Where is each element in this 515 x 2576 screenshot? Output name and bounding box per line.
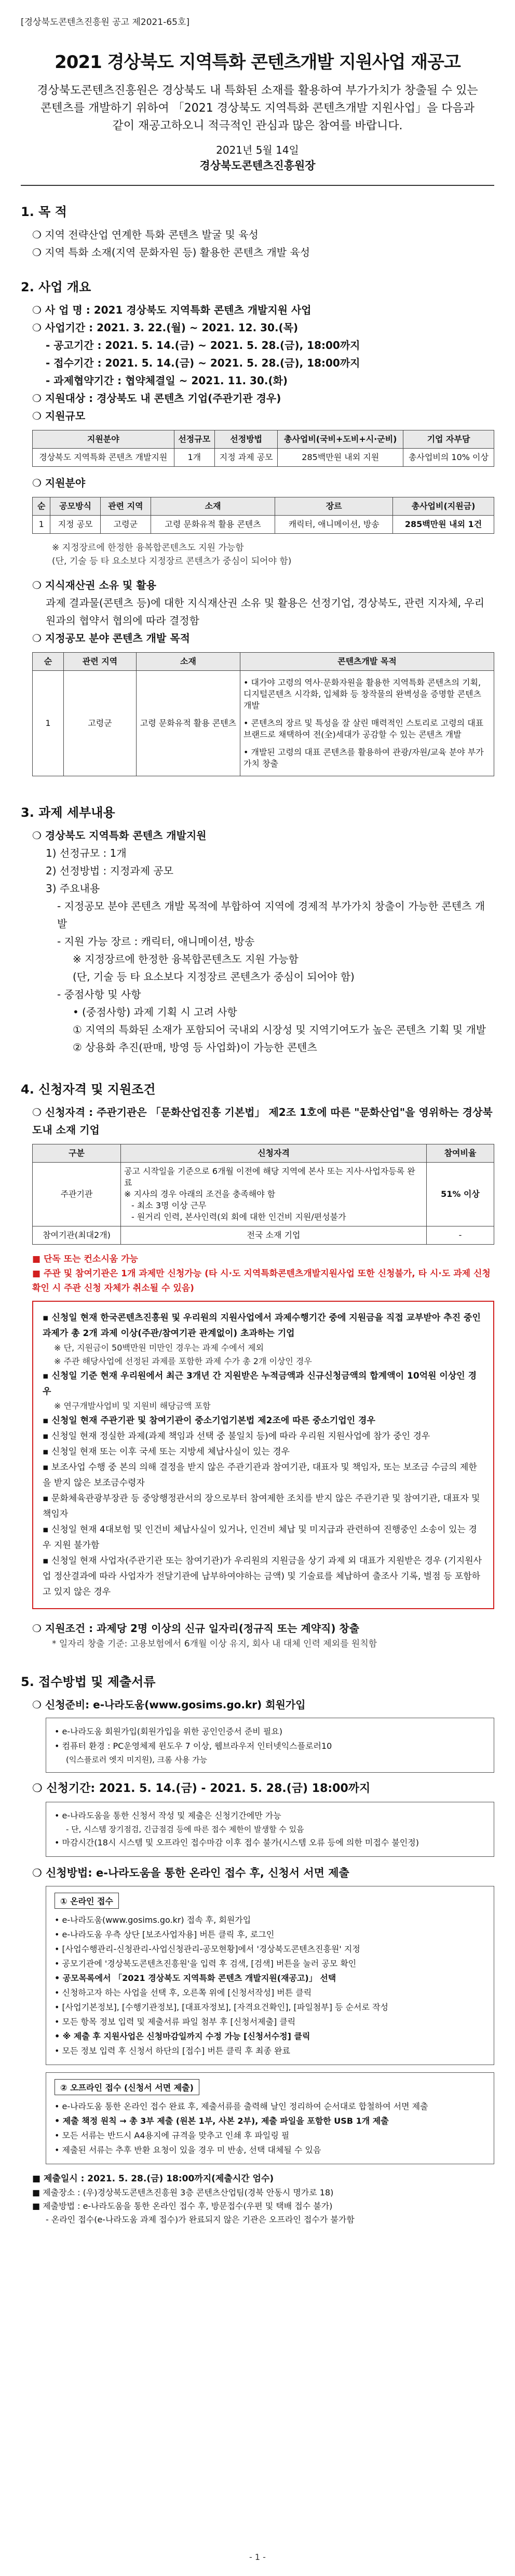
table-header-row xyxy=(33,430,494,449)
table-cell: 1 xyxy=(33,516,50,534)
prep-line: ❍ 신청준비: e-나라도움(www.gosims.go.kr) 회원가입 xyxy=(32,1698,306,1711)
apply-period: ❍ 신청기간: 2021. 5. 14.(금) - 2021. 5. 28.(금) 18:00까지 xyxy=(32,1782,371,1795)
exclusion-item: ▪ 신청일 현재 4대보험 및 인건비 체납사실이 있거나, 인건비 체납 및 미지급과 관련하여 진행중인 소송이 있는 경우 지원 불가함 xyxy=(43,1525,477,1550)
project-period: ❍ 사업기간 : 2021. 3. 22.(월) ~ 2021. 12. 30.(목) xyxy=(32,321,299,334)
exclusion-sub: ※ 주관 해당사업에 선정된 과제를 포함한 과제 수가 총 2개 이상인 경우 xyxy=(54,1356,312,1366)
exclusion-item: ▪ 신청일 기준 현재 우리원에서 최근 3개년 간 지원받은 누적금액과 신규신청금액의 합계액이 10억원 이상인 경우 xyxy=(43,1371,477,1397)
online-step: • [사업수행관리-신청관리-사업신청관리-공모현황]에서 '경상북도콘텐츠진흥원' 지정 xyxy=(55,1944,360,1954)
exclusion-item: ▪ 신청일 현재 주관기관 및 참여기관이 중소기업기본법 제2조에 따른 중소기업인 경우 xyxy=(43,1415,375,1426)
eligibility-head: ❍ 신청자격 : 주관기관은 「문화산업진흥 기본법」 제2조 1호에 따른 "문화산업"을 영위하는 경상북도내 소재 기업 xyxy=(32,1106,493,1136)
field-note-2: (단, 기술 등 타 요소보다 지정장르 콘텐츠가 중심이 되어야 함) xyxy=(52,556,292,567)
table-cell: 고령 문화유적 활용 콘텐츠 xyxy=(137,671,240,776)
table-cell: 지정 공모 xyxy=(50,516,100,534)
detail-line: ② 상용화 추진(판매, 방영 등 사업화)이 가능한 콘텐츠 xyxy=(73,1041,317,1054)
scale-title: ❍ 지원규모 xyxy=(32,410,86,422)
offline-step: • e-나라도움 통한 온라인 접수 완료 후, 제출서류를 출력해 날인 정리하여 순서대로 합철하여 서면 제출 xyxy=(55,2101,428,2111)
table-cell: 285백만원 내외 지원 xyxy=(278,449,403,467)
scale-table-wrap xyxy=(21,430,494,467)
purpose-line: • 개발된 고령의 대표 콘텐츠를 활용하여 관광/자원/교육 분야 부가가치 창출 xyxy=(243,747,484,768)
title-divider xyxy=(21,185,494,186)
detail-line: - 지원 가능 장르 : 캐릭터, 애니메이션, 방송 xyxy=(57,935,255,948)
table-row xyxy=(33,1163,494,1226)
detail-head: ❍ 경상북도 지역특화 콘텐츠 개발지원 xyxy=(32,829,207,842)
field-title: ❍ 지원분야 xyxy=(32,477,86,489)
purpose-item-2: ❍ 지역 특화 소재(지역 문화자원 등) 활용한 콘텐츠 개발 육성 xyxy=(32,246,310,259)
prep-box xyxy=(46,1718,494,1773)
online-step: • ※ 제출 후 지원사업은 신청마감일까지 수정 가능 [신청서수정] 클릭 xyxy=(55,2031,310,2041)
exclusion-sub: ※ 단, 지원금이 50백만원 미만인 경우는 과제 수에서 제외 xyxy=(54,1343,264,1353)
support-target: ❍ 지원대상 : 경상북도 내 콘텐츠 기업(주관기관 경우) xyxy=(32,392,281,404)
table-cell: 고령 문화유적 활용 콘텐츠 xyxy=(151,516,275,534)
table-header-row xyxy=(33,1144,494,1163)
online-step: • [사업기본정보], [수행기관정보], [대표자정보], [자격요건확인], [파일첨부] 등 순서로 작성 xyxy=(55,2002,388,2012)
table-header: 참여비율 xyxy=(427,1144,494,1163)
detail-line: 2) 선정방법 : 지정과제 공모 xyxy=(46,865,173,877)
table-header-row xyxy=(33,497,494,516)
ip-text: 과제 결과물(콘텐츠 등)에 대한 지식재산권 소유 및 활용은 선정기업, 경상북도, 관련 지자체, 우리원과의 협약서 협의에 따라 결정함 xyxy=(46,597,485,627)
table-header: 공모방식 xyxy=(50,497,100,516)
table-header: 지원분야 xyxy=(33,430,174,449)
table-header: 장르 xyxy=(275,497,393,516)
star-note-2: ■ 주관 및 참여기관은 1개 과제만 신청가능 (타 시·도 지역특화콘텐츠개발지원사업 또한 신청불가, 타 시·도 과제 신청확인 시 주관 신청 자체가 취소될 수 있음) xyxy=(32,1269,491,1293)
exclusion-item: ▪ 신청일 현재 사업자(주관기관 또는 참여기관)가 우리원의 지원금을 상기 과제 외 대표가 지원받은 경우 (기지원사업 정산결과에 따라 사업자가 전달기관에 납부하여야하는 금액) 및 기술료를 체납하여 출조사 기록, 벌점 등 포함하고 있지 않은 경우 xyxy=(43,1556,482,1597)
condition-line: - 최소 3명 이상 근무 xyxy=(131,1201,207,1210)
deadline-sub: ■ 제출방법 : e-나라도움을 통한 온라인 접수 후, 방문접수(우편 및 택배 접수 불가) xyxy=(32,2201,333,2211)
deadline-sub: ■ 제출장소 : (우)경상북도콘텐츠진흥원 3층 콘텐츠산업팀(경북 안동시 명가로 18) xyxy=(32,2188,334,2197)
table-header: 총사업비(지원금) xyxy=(393,497,494,516)
table-row xyxy=(33,671,494,776)
table-header: 소재 xyxy=(151,497,275,516)
table-cell: 고령군 xyxy=(64,671,137,776)
offline-step: • 제출 책정 원칙 → 총 3부 제출 (원본 1부, 사본 2부), 제출 파일을 포함한 USB 1개 제출 xyxy=(55,2116,389,2126)
offline-tag: ② 오프라인 접수 (신청서 서면 제출) xyxy=(55,2079,199,2095)
table-header: 소재 xyxy=(137,653,240,671)
table-cell: 1개 xyxy=(174,449,214,467)
notice-org: 경상북도콘텐츠진흥원장 xyxy=(199,159,316,172)
table-row xyxy=(33,516,494,534)
table-cell: 참여기관(최대2개) xyxy=(33,1226,121,1245)
offline-step: • 모든 서류는 반드시 A4용지에 규격을 맞추고 인쇄 후 파일링 필 xyxy=(55,2130,290,2140)
period-box xyxy=(46,1802,494,1857)
online-step: • 신청하고자 하는 사업을 선택 후, 오른쪽 위에 [신청서작성] 버튼 클릭 xyxy=(55,1988,312,1998)
exclusion-item: ▪ 보조사업 수행 중 본의 의해 결정을 받지 않은 주관기관과 참여기관, 대표자 및 책임자, 또는 보조금 수금의 제한을 받지 않은 보조금수령자 xyxy=(43,1462,477,1488)
condition-line: - 원거리 인력, 본사인력(외 회에 대한 인건비 지원/편성불가 xyxy=(131,1212,346,1222)
section-5-title: 5. 접수방법 및 제출서류 xyxy=(21,1675,156,1689)
online-step: • 모든 항목 정보 입력 및 제출서류 파일 첨부 후 [신청서제출] 클릭 xyxy=(55,2017,296,2027)
online-step: • e-나라도움 우측 상단 [보조사업자용] 버튼 클릭 후, 로그인 xyxy=(55,1930,275,1939)
prep-item: • 컴퓨터 환경 : PC운영체제 윈도우 7 이상, 웹브라우저 인터넷익스플로러10 xyxy=(55,1741,332,1751)
table-cell: 경상북도 지역특화 콘텐츠 개발지원 xyxy=(33,449,174,467)
purpose-cell xyxy=(240,671,494,776)
detail-line: (단, 기술 등 타 요소보다 지정장르 콘텐츠가 중심이 되어야 함) xyxy=(73,970,355,983)
detail-line: - 중점사항 및 사항 xyxy=(57,988,141,1001)
deadline-sub: - 온라인 접수(e-나라도움 과제 접수)가 완료되지 않은 기관은 오프라인 접수가 불가함 xyxy=(46,2215,355,2224)
table-cell: 51% 이상 xyxy=(427,1163,494,1226)
table-header: 콘텐츠개발 목적 xyxy=(240,653,494,671)
exclusion-item: ▪ 문화체육관광부장관 등 중앙행정관서의 장으로부터 참여제한 조치를 받지 않은 주관기관 및 참여기관, 대표자 및 책임자 xyxy=(43,1493,480,1519)
period-sub: - 단, 시스템 장기점검, 긴급점검 등에 따른 접수 제한이 발생할 수 있음 xyxy=(66,1825,304,1834)
receipt-period: - 접수기간 : 2021. 5. 14.(금) ~ 2021. 5. 28.(금), 18:00까지 xyxy=(46,357,360,369)
detail-line: - 지정공모 분야 콘텐츠 개발 목적에 부합하여 지역에 경제적 부가가치 창출이 가능한 콘텐츠 개발 xyxy=(57,900,485,930)
table-cell: 전국 소재 기업 xyxy=(121,1226,427,1245)
detail-line: 1) 선정규모 : 1개 xyxy=(46,847,127,859)
table-header: 선정규모 xyxy=(174,430,214,449)
purpose-line: • 콘텐츠의 장르 및 특성을 잘 살린 매력적인 스토리로 고령의 대표 브랜드로 채택하여 전(全)세대가 공감할 수 있는 콘텐츠 개발 xyxy=(243,718,484,739)
table-header: 선정방법 xyxy=(214,430,277,449)
project-name: ❍ 사 업 명 : 2021 경상북도 지역특화 콘텐츠 개발지원 사업 xyxy=(32,304,311,316)
table-header: 구분 xyxy=(33,1144,121,1163)
page-title: 2021 경상북도 지역특화 콘텐츠개발 지원사업 재공고 xyxy=(55,52,460,73)
table-header: 기업 자부담 xyxy=(403,430,494,449)
period-item: • e-나라도움을 통한 신청서 작성 및 제출은 신청기간에만 가능 xyxy=(55,1811,281,1820)
condition-cell xyxy=(121,1163,427,1226)
exclusion-item: ▪ 신청일 현재 한국콘텐츠진흥원 및 우리원의 지원사업에서 과제수행기간 중에 지원금을 직접 교부받아 추진 중인 과제가 총 2개 과제 이상(주관/참여기관 관계없이) 초과하는 기업 xyxy=(43,1313,481,1339)
table-cell: 1 xyxy=(33,671,64,776)
task-period: - 과제협약기간 : 협약체결일 ~ 2021. 11. 30.(화) xyxy=(46,374,288,387)
theme-title: ❍ 지정공모 분야 콘텐츠 개발 목적 xyxy=(32,632,190,644)
theme-table-wrap xyxy=(21,652,494,776)
exclusion-sub: ※ 연구개발사업비 및 지원비 해당금액 포함 xyxy=(54,1401,211,1411)
eligibility-table-wrap xyxy=(21,1144,494,1245)
table-cell: 285백만원 내외 1건 xyxy=(393,516,494,534)
eligibility-table xyxy=(32,1144,494,1245)
table-cell: 지정 과제 공모 xyxy=(214,449,277,467)
table-cell: 고령군 xyxy=(100,516,151,534)
field-table xyxy=(32,497,494,534)
theme-table xyxy=(32,652,494,776)
table-cell: 캐릭터, 애니메이션, 방송 xyxy=(275,516,393,534)
prep-item: • e-나라도움 회원가입(회원가입을 위한 공인인증서 준비 필요) xyxy=(55,1727,282,1736)
online-box xyxy=(46,1886,494,2065)
section-2-title: 2. 사업 개요 xyxy=(21,280,91,294)
section-4-title: 4. 신청자격 및 지원조건 xyxy=(21,1082,156,1097)
intro-text: 경상북도콘텐츠진흥원은 경상북도 내 특화된 소재를 활용하여 부가가치가 창출될 수 있는 콘텐츠를 개발하기 위하여 「2021 경상북도 지역특화 콘텐츠개발 지원사업」을 다음과 같이 재공고하오니 적극적인 관심과 많은 참여를 바랍니다. xyxy=(37,84,478,132)
notice-number: [경상북도콘텐츠진흥원 공고 제2021-65호] xyxy=(21,17,190,28)
condition-line: ※ 지사의 경우 아래의 조건을 충족해야 함 xyxy=(124,1189,276,1199)
online-step: • 공모목록에서 「2021 경상북도 지역특화 콘텐츠 개발지원(재공고)」 선택 xyxy=(55,1973,336,1983)
period-item: • 마감시간(18시 시스템 및 오프라인 접수마감 이후 접수 불가(시스템 오류 등에 의한 미접수 불인정) xyxy=(55,1838,419,1847)
deadline-line: ■ 제출일시 : 2021. 5. 28.(금) 18:00까지(제출시간 엄수) xyxy=(32,2174,274,2184)
purpose-item-1: ❍ 지역 전략산업 연계한 특화 콘텐츠 발굴 및 육성 xyxy=(32,228,259,241)
detail-line: ① 지역의 특화된 소재가 포함되어 국내외 시장성 및 지역기여도가 높은 콘텐츠 기획 및 개발 xyxy=(73,1023,486,1036)
scale-table xyxy=(32,430,494,467)
page-number: - 1 - xyxy=(249,2552,266,2562)
offline-box xyxy=(46,2072,494,2164)
field-note-1: ※ 지정장르에 한정한 융복합콘텐츠도 지원 가능함 xyxy=(52,543,244,553)
apply-method: ❍ 신청방법: e-나라도움을 통한 온라인 접수 후, 신청서 서면 제출 xyxy=(32,1867,349,1879)
table-cell: - xyxy=(427,1226,494,1245)
table-header-row xyxy=(33,653,494,671)
table-header: 관련 지역 xyxy=(100,497,151,516)
exclusion-item: ▪ 신청일 현재 정실한 과제(과제 책임과 선택 중 불일치 등)에 따라 우리원 지원사업에 참가 중인 경우 xyxy=(43,1431,430,1441)
table-row xyxy=(33,449,494,467)
online-step: • 공모기관에 '경상북도콘텐츠진흥원'을 입력 후 검색, [검색] 버튼을 눌러 공모 확인 xyxy=(55,1959,357,1968)
section-1-title: 1. 목 적 xyxy=(21,205,67,219)
table-header: 순 xyxy=(33,497,50,516)
field-table-wrap xyxy=(21,497,494,534)
prep-sub: (익스플로러 엣지 미지원), 크롬 사용 가능 xyxy=(66,1755,208,1764)
section-3-title: 3. 과제 세부내용 xyxy=(21,805,115,820)
purpose-line: • 대가야 고령의 역사·문화자원을 활용한 지역특화 콘텐츠의 기획, 디지털콘텐츠 시각화, 입체화 등 창작물의 완벽성을 증명할 콘텐츠 개발 xyxy=(243,678,482,710)
table-header: 총사업비(국비+도비+시·군비) xyxy=(278,430,403,449)
online-tag: ① 온라인 접수 xyxy=(55,1893,119,1909)
detail-line: • (중점사항) 과제 기획 시 고려 사항 xyxy=(73,1006,237,1018)
table-header: 순 xyxy=(33,653,64,671)
notice-date: 2021년 5월 14일 xyxy=(216,144,299,156)
exclusion-box xyxy=(32,1301,494,1609)
online-step: • 모든 정보 입력 후 신청서 하단의 [접수] 버튼 클릭 후 최종 완료 xyxy=(55,2046,290,2056)
table-cell: 총사업비의 10% 이상 xyxy=(403,449,494,467)
support-condition-note: * 일자리 창출 기준: 고용보험에서 6개월 이상 유지, 회사 내 대체 인력 제외를 원칙함 xyxy=(52,1639,377,1649)
exclusion-item: ▪ 신청일 현재 또는 이후 국세 또는 지방세 체납사실이 있는 경우 xyxy=(43,1447,290,1457)
table-header: 신청자격 xyxy=(121,1144,427,1163)
table-header: 관련 지역 xyxy=(64,653,137,671)
table-row xyxy=(33,1226,494,1245)
detail-line: ※ 지정장르에 한정한 융복합콘텐츠도 지원 가능함 xyxy=(73,953,299,965)
online-step: • e-나라도움(www.gosims.go.kr) 접속 후, 회원가입 xyxy=(55,1915,251,1925)
table-cell: 주관기관 xyxy=(33,1163,121,1226)
star-note-1: ■ 단독 또는 컨소시움 가능 xyxy=(32,1254,138,1264)
offline-step: • 제출된 서류는 추후 반환 요청이 있을 경우 미 반송, 선택 대체될 수 있음 xyxy=(55,2145,321,2155)
announce-period: - 공고기간 : 2021. 5. 14.(금) ~ 2021. 5. 28.(금), 18:00까지 xyxy=(46,339,360,352)
detail-line: 3) 주요내용 xyxy=(46,882,100,895)
ip-title: ❍ 지식재산권 소유 및 활용 xyxy=(32,579,156,591)
support-condition: ❍ 지원조건 : 과제당 2명 이상의 신규 일자리(정규직 또는 계약직) 창출 xyxy=(32,1622,360,1635)
condition-line: 공고 시작일을 기준으로 6개월 이전에 해당 지역에 본사 또는 지사·사업자등록 완료 xyxy=(124,1166,415,1188)
